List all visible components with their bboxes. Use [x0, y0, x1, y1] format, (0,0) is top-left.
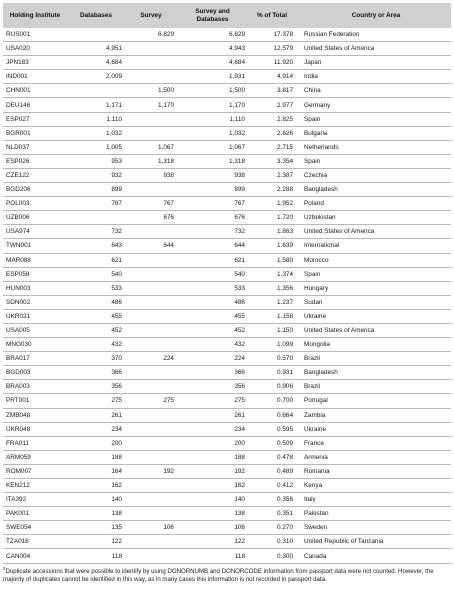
cell-survey-and-databases: 356	[177, 380, 248, 394]
cell-survey-and-databases: 192	[177, 464, 248, 478]
cell-survey-and-databases: 234	[177, 422, 248, 436]
cell-survey-and-databases: 767	[177, 197, 248, 211]
header-survey-and-databases: Survey and Databases	[177, 3, 248, 28]
table-row	[3, 112, 451, 126]
cell-percent-total: 1.952	[248, 197, 296, 211]
cell-institute: PRT001	[3, 394, 67, 408]
cell-percent-total: 0.931	[248, 366, 296, 380]
cell-country: Ukraine	[296, 309, 451, 323]
cell-survey	[125, 366, 177, 380]
cell-survey	[125, 507, 177, 521]
cell-survey: 1,067	[125, 140, 177, 154]
cell-country: Portugal	[296, 394, 451, 408]
cell-institute: BGD206	[3, 183, 67, 197]
table-row	[3, 323, 451, 337]
cell-survey-and-databases: 200	[177, 436, 248, 450]
cell-institute: SDN002	[3, 295, 67, 309]
cell-institute: HUN003	[3, 281, 67, 295]
cell-country: Spain	[296, 267, 451, 281]
cell-institute: KEN212	[3, 479, 67, 493]
cell-institute: ESP058	[3, 267, 67, 281]
cell-databases: 452	[67, 323, 125, 337]
table-row	[3, 211, 451, 225]
cell-percent-total: 2.387	[248, 168, 296, 182]
cell-databases: 135	[67, 521, 125, 535]
cell-institute: RUS001	[3, 28, 67, 42]
cell-databases: 162	[67, 479, 125, 493]
cell-country: International	[296, 239, 451, 253]
cell-country: Pakistan	[296, 507, 451, 521]
cell-country: Kenya	[296, 479, 451, 493]
table-body	[3, 28, 451, 563]
cell-databases: 953	[67, 154, 125, 168]
cell-survey-and-databases: 621	[177, 253, 248, 267]
table-row	[3, 225, 451, 239]
table-row	[3, 154, 451, 168]
cell-survey-and-databases: 275	[177, 394, 248, 408]
cell-country: Uzbekistan	[296, 211, 451, 225]
cell-databases: 4,684	[67, 56, 125, 70]
cell-country: Bangladesh	[296, 183, 451, 197]
table-header	[3, 3, 451, 28]
cell-institute: USA974	[3, 225, 67, 239]
cell-databases: 261	[67, 408, 125, 422]
table-row	[3, 42, 451, 56]
cell-survey-and-databases: 6,829	[177, 28, 248, 42]
table-row	[3, 56, 451, 70]
cell-institute: MNG030	[3, 338, 67, 352]
cell-country: Romania	[296, 464, 451, 478]
cell-survey-and-databases: 106	[177, 521, 248, 535]
cell-survey	[125, 479, 177, 493]
cell-survey-and-databases: 452	[177, 323, 248, 337]
cell-institute: CHN001	[3, 84, 67, 98]
cell-country: Netherlands	[296, 140, 451, 154]
cell-survey-and-databases: 938	[177, 168, 248, 182]
cell-percent-total: 2.825	[248, 112, 296, 126]
cell-databases: 118	[67, 549, 125, 563]
table-row	[3, 197, 451, 211]
table-row	[3, 168, 451, 182]
cell-survey-and-databases: 1,032	[177, 126, 248, 140]
cell-institute: ZMB048	[3, 408, 67, 422]
cell-percent-total: 1.099	[248, 338, 296, 352]
cell-survey: 676	[125, 211, 177, 225]
cell-percent-total: 0.351	[248, 507, 296, 521]
cell-survey	[125, 295, 177, 309]
cell-databases: 2,009	[67, 70, 125, 84]
cell-databases: 356	[67, 380, 125, 394]
cell-survey-and-databases: 224	[177, 352, 248, 366]
table-row	[3, 493, 451, 507]
cell-databases: 122	[67, 535, 125, 549]
cell-survey-and-databases: 4,943	[177, 42, 248, 56]
cell-institute: ESP026	[3, 154, 67, 168]
table-row	[3, 28, 451, 42]
cell-survey-and-databases: 140	[177, 493, 248, 507]
cell-survey	[125, 450, 177, 464]
cell-databases: 432	[67, 338, 125, 352]
cell-databases: 932	[67, 168, 125, 182]
cell-percent-total: 1.720	[248, 211, 296, 225]
cell-survey: 6,829	[125, 28, 177, 42]
cell-country: Brazil	[296, 380, 451, 394]
cell-country: United Republic of Tanzania	[296, 535, 451, 549]
cell-percent-total: 2.715	[248, 140, 296, 154]
cell-institute: UKR021	[3, 309, 67, 323]
cell-country: United States of America	[296, 225, 451, 239]
cell-survey-and-databases: 122	[177, 535, 248, 549]
cell-survey-and-databases: 261	[177, 408, 248, 422]
cell-databases: 732	[67, 225, 125, 239]
cell-country: France	[296, 436, 451, 450]
cell-survey	[125, 309, 177, 323]
cell-databases: 164	[67, 464, 125, 478]
cell-databases: 370	[67, 352, 125, 366]
table-row	[3, 239, 451, 253]
cell-country: Italy	[296, 493, 451, 507]
cell-databases: 188	[67, 450, 125, 464]
footnote	[3, 566, 451, 584]
table-row	[3, 126, 451, 140]
cell-databases: 140	[67, 493, 125, 507]
cell-survey	[125, 42, 177, 56]
cell-country: United States of America	[296, 323, 451, 337]
header-row	[3, 3, 451, 28]
cell-institute: FRA011	[3, 436, 67, 450]
table-row	[3, 521, 451, 535]
cell-institute: ARM059	[3, 450, 67, 464]
cell-survey-and-databases: 1,931	[177, 70, 248, 84]
cell-databases: 1,110	[67, 112, 125, 126]
cell-databases	[67, 28, 125, 42]
table-row	[3, 98, 451, 112]
cell-survey-and-databases: 1,500	[177, 84, 248, 98]
cell-institute: CZE122	[3, 168, 67, 182]
table-row	[3, 281, 451, 295]
header-databases: Databases	[67, 3, 125, 28]
cell-country: Russian Federation	[296, 28, 451, 42]
cell-percent-total: 0.906	[248, 380, 296, 394]
cell-databases: 1,032	[67, 126, 125, 140]
cell-databases: 540	[67, 267, 125, 281]
header-percent-total: % of Total	[248, 3, 296, 28]
cell-country: Sudan	[296, 295, 451, 309]
cell-survey	[125, 253, 177, 267]
cell-survey-and-databases: 486	[177, 295, 248, 309]
cell-survey-and-databases: 4,684	[177, 56, 248, 70]
table-row	[3, 408, 451, 422]
cell-percent-total: 1.580	[248, 253, 296, 267]
header-survey: Survey	[125, 3, 177, 28]
cell-country: United States of America	[296, 42, 451, 56]
cell-percent-total: 0.412	[248, 479, 296, 493]
cell-survey: 1,170	[125, 98, 177, 112]
cell-percent-total: 0.664	[248, 408, 296, 422]
cell-institute: JPN183	[3, 56, 67, 70]
table-row	[3, 253, 451, 267]
cell-survey: 106	[125, 521, 177, 535]
table-row	[3, 352, 451, 366]
cell-country: Spain	[296, 112, 451, 126]
table-row	[3, 267, 451, 281]
cell-institute: UZB006	[3, 211, 67, 225]
cell-survey-and-databases: 1,067	[177, 140, 248, 154]
cell-survey-and-databases: 540	[177, 267, 248, 281]
cell-databases: 486	[67, 295, 125, 309]
cell-institute: TWN001	[3, 239, 67, 253]
cell-survey-and-databases: 644	[177, 239, 248, 253]
cell-institute: MAR088	[3, 253, 67, 267]
cell-percent-total: 4.914	[248, 70, 296, 84]
cell-country: Ukraine	[296, 422, 451, 436]
cell-survey-and-databases: 732	[177, 225, 248, 239]
cell-survey	[125, 408, 177, 422]
cell-percent-total: 1.863	[248, 225, 296, 239]
cell-survey-and-databases: 1,110	[177, 112, 248, 126]
cell-institute: BGD003	[3, 366, 67, 380]
cell-databases: 899	[67, 183, 125, 197]
cell-percent-total: 2.288	[248, 183, 296, 197]
cell-institute: SWE054	[3, 521, 67, 535]
cell-survey	[125, 225, 177, 239]
cell-survey-and-databases: 1,170	[177, 98, 248, 112]
cell-country: India	[296, 70, 451, 84]
cell-country: Zambia	[296, 408, 451, 422]
cell-survey-and-databases: 118	[177, 549, 248, 563]
cell-percent-total: 0.509	[248, 436, 296, 450]
table-row	[3, 450, 451, 464]
cell-institute: DEU146	[3, 98, 67, 112]
table-row	[3, 394, 451, 408]
cell-percent-total: 0.310	[248, 535, 296, 549]
cell-databases: 621	[67, 253, 125, 267]
cell-survey-and-databases: 432	[177, 338, 248, 352]
cell-survey	[125, 549, 177, 563]
cell-percent-total: 1.158	[248, 309, 296, 323]
cell-country: Hungary	[296, 281, 451, 295]
cell-institute: BGR001	[3, 126, 67, 140]
cell-institute: CAN004	[3, 549, 67, 563]
cell-survey	[125, 422, 177, 436]
cell-databases: 533	[67, 281, 125, 295]
cell-survey-and-databases: 533	[177, 281, 248, 295]
cell-survey	[125, 183, 177, 197]
cell-institute: TZA016	[3, 535, 67, 549]
table-row	[3, 535, 451, 549]
cell-databases: 643	[67, 239, 125, 253]
cell-survey: 192	[125, 464, 177, 478]
cell-country: Sweden	[296, 521, 451, 535]
cell-percent-total: 1.150	[248, 323, 296, 337]
table-row	[3, 338, 451, 352]
cell-databases	[67, 84, 125, 98]
cell-survey-and-databases: 366	[177, 366, 248, 380]
cell-databases: 4,951	[67, 42, 125, 56]
cell-institute: BRA003	[3, 380, 67, 394]
cell-survey	[125, 112, 177, 126]
footnote-marker: 2	[3, 566, 6, 571]
cell-institute: ITA392	[3, 493, 67, 507]
table-row	[3, 464, 451, 478]
cell-percent-total: 0.570	[248, 352, 296, 366]
table-row	[3, 140, 451, 154]
cell-country: Brazil	[296, 352, 451, 366]
cell-institute: ESP027	[3, 112, 67, 126]
cell-percent-total: 3.817	[248, 84, 296, 98]
cell-survey	[125, 323, 177, 337]
cell-databases: 138	[67, 507, 125, 521]
cell-survey	[125, 535, 177, 549]
cell-databases: 234	[67, 422, 125, 436]
table-row	[3, 479, 451, 493]
table-row	[3, 70, 451, 84]
cell-country: Spain	[296, 154, 451, 168]
cell-survey	[125, 436, 177, 450]
table-row	[3, 507, 451, 521]
cell-percent-total: 2.626	[248, 126, 296, 140]
cell-survey	[125, 338, 177, 352]
cell-survey: 767	[125, 197, 177, 211]
cell-institute: NLD037	[3, 140, 67, 154]
cell-country: Poland	[296, 197, 451, 211]
cell-survey: 1,318	[125, 154, 177, 168]
cell-percent-total: 1.639	[248, 239, 296, 253]
cell-survey: 938	[125, 168, 177, 182]
cell-survey: 1,500	[125, 84, 177, 98]
cell-survey	[125, 70, 177, 84]
cell-institute: BRA017	[3, 352, 67, 366]
cell-percent-total: 0.489	[248, 464, 296, 478]
cell-percent-total: 0.356	[248, 493, 296, 507]
cell-percent-total: 0.300	[248, 549, 296, 563]
cell-percent-total: 11.920	[248, 56, 296, 70]
cell-databases: 767	[67, 197, 125, 211]
cell-institute: IND001	[3, 70, 67, 84]
cell-percent-total: 12.579	[248, 42, 296, 56]
cell-institute: PAK001	[3, 507, 67, 521]
cell-institute: ROM007	[3, 464, 67, 478]
cell-databases: 275	[67, 394, 125, 408]
cell-country: Czechia	[296, 168, 451, 182]
cell-survey-and-databases: 138	[177, 507, 248, 521]
cell-databases: 455	[67, 309, 125, 323]
header-holding-institute: Holding Institute	[3, 3, 67, 28]
holdings-table	[3, 3, 451, 564]
footnote-text: Duplicate accessions that were possible to identify by using DONORNUMB and DONORCODE information from passport data were not counted. However, the majority of duplicates cannot be identified in this way, as in many cases this information is not recorded in passport data.	[3, 568, 434, 583]
cell-percent-total: 1.374	[248, 267, 296, 281]
cell-databases: 366	[67, 366, 125, 380]
cell-institute: POL003	[3, 197, 67, 211]
cell-country: Canada	[296, 549, 451, 563]
cell-percent-total: 0.478	[248, 450, 296, 464]
cell-percent-total: 0.270	[248, 521, 296, 535]
cell-survey-and-databases: 1,318	[177, 154, 248, 168]
cell-survey: 644	[125, 239, 177, 253]
cell-survey: 275	[125, 394, 177, 408]
cell-percent-total: 1.237	[248, 295, 296, 309]
cell-survey-and-databases: 676	[177, 211, 248, 225]
cell-percent-total: 0.595	[248, 422, 296, 436]
cell-institute: UKR048	[3, 422, 67, 436]
cell-survey	[125, 56, 177, 70]
header-country: Country or Area	[296, 3, 451, 28]
cell-percent-total: 2.977	[248, 98, 296, 112]
cell-survey: 224	[125, 352, 177, 366]
table-row	[3, 366, 451, 380]
table-row	[3, 295, 451, 309]
cell-survey	[125, 126, 177, 140]
table-row	[3, 183, 451, 197]
table-row	[3, 549, 451, 563]
cell-survey	[125, 493, 177, 507]
cell-institute: USA005	[3, 323, 67, 337]
cell-survey	[125, 380, 177, 394]
cell-databases: 1,171	[67, 98, 125, 112]
cell-country: Mongolia	[296, 338, 451, 352]
cell-percent-total: 3.354	[248, 154, 296, 168]
cell-institute: USA020	[3, 42, 67, 56]
cell-country: Morocco	[296, 253, 451, 267]
cell-survey-and-databases: 455	[177, 309, 248, 323]
cell-databases: 1,005	[67, 140, 125, 154]
cell-country: Germany	[296, 98, 451, 112]
cell-country: Bangladesh	[296, 366, 451, 380]
cell-percent-total: 0.700	[248, 394, 296, 408]
cell-percent-total: 17.378	[248, 28, 296, 42]
table-row	[3, 380, 451, 394]
cell-databases: 200	[67, 436, 125, 450]
cell-country: Armenia	[296, 450, 451, 464]
cell-survey	[125, 281, 177, 295]
table-row	[3, 436, 451, 450]
cell-country: Bulgaria	[296, 126, 451, 140]
table-row	[3, 84, 451, 98]
cell-percent-total: 1.356	[248, 281, 296, 295]
cell-country: Japan	[296, 56, 451, 70]
table-row	[3, 422, 451, 436]
cell-survey-and-databases: 188	[177, 450, 248, 464]
cell-survey-and-databases: 899	[177, 183, 248, 197]
cell-country: China	[296, 84, 451, 98]
cell-survey	[125, 267, 177, 281]
table-row	[3, 309, 451, 323]
cell-survey-and-databases: 162	[177, 479, 248, 493]
cell-databases	[67, 211, 125, 225]
